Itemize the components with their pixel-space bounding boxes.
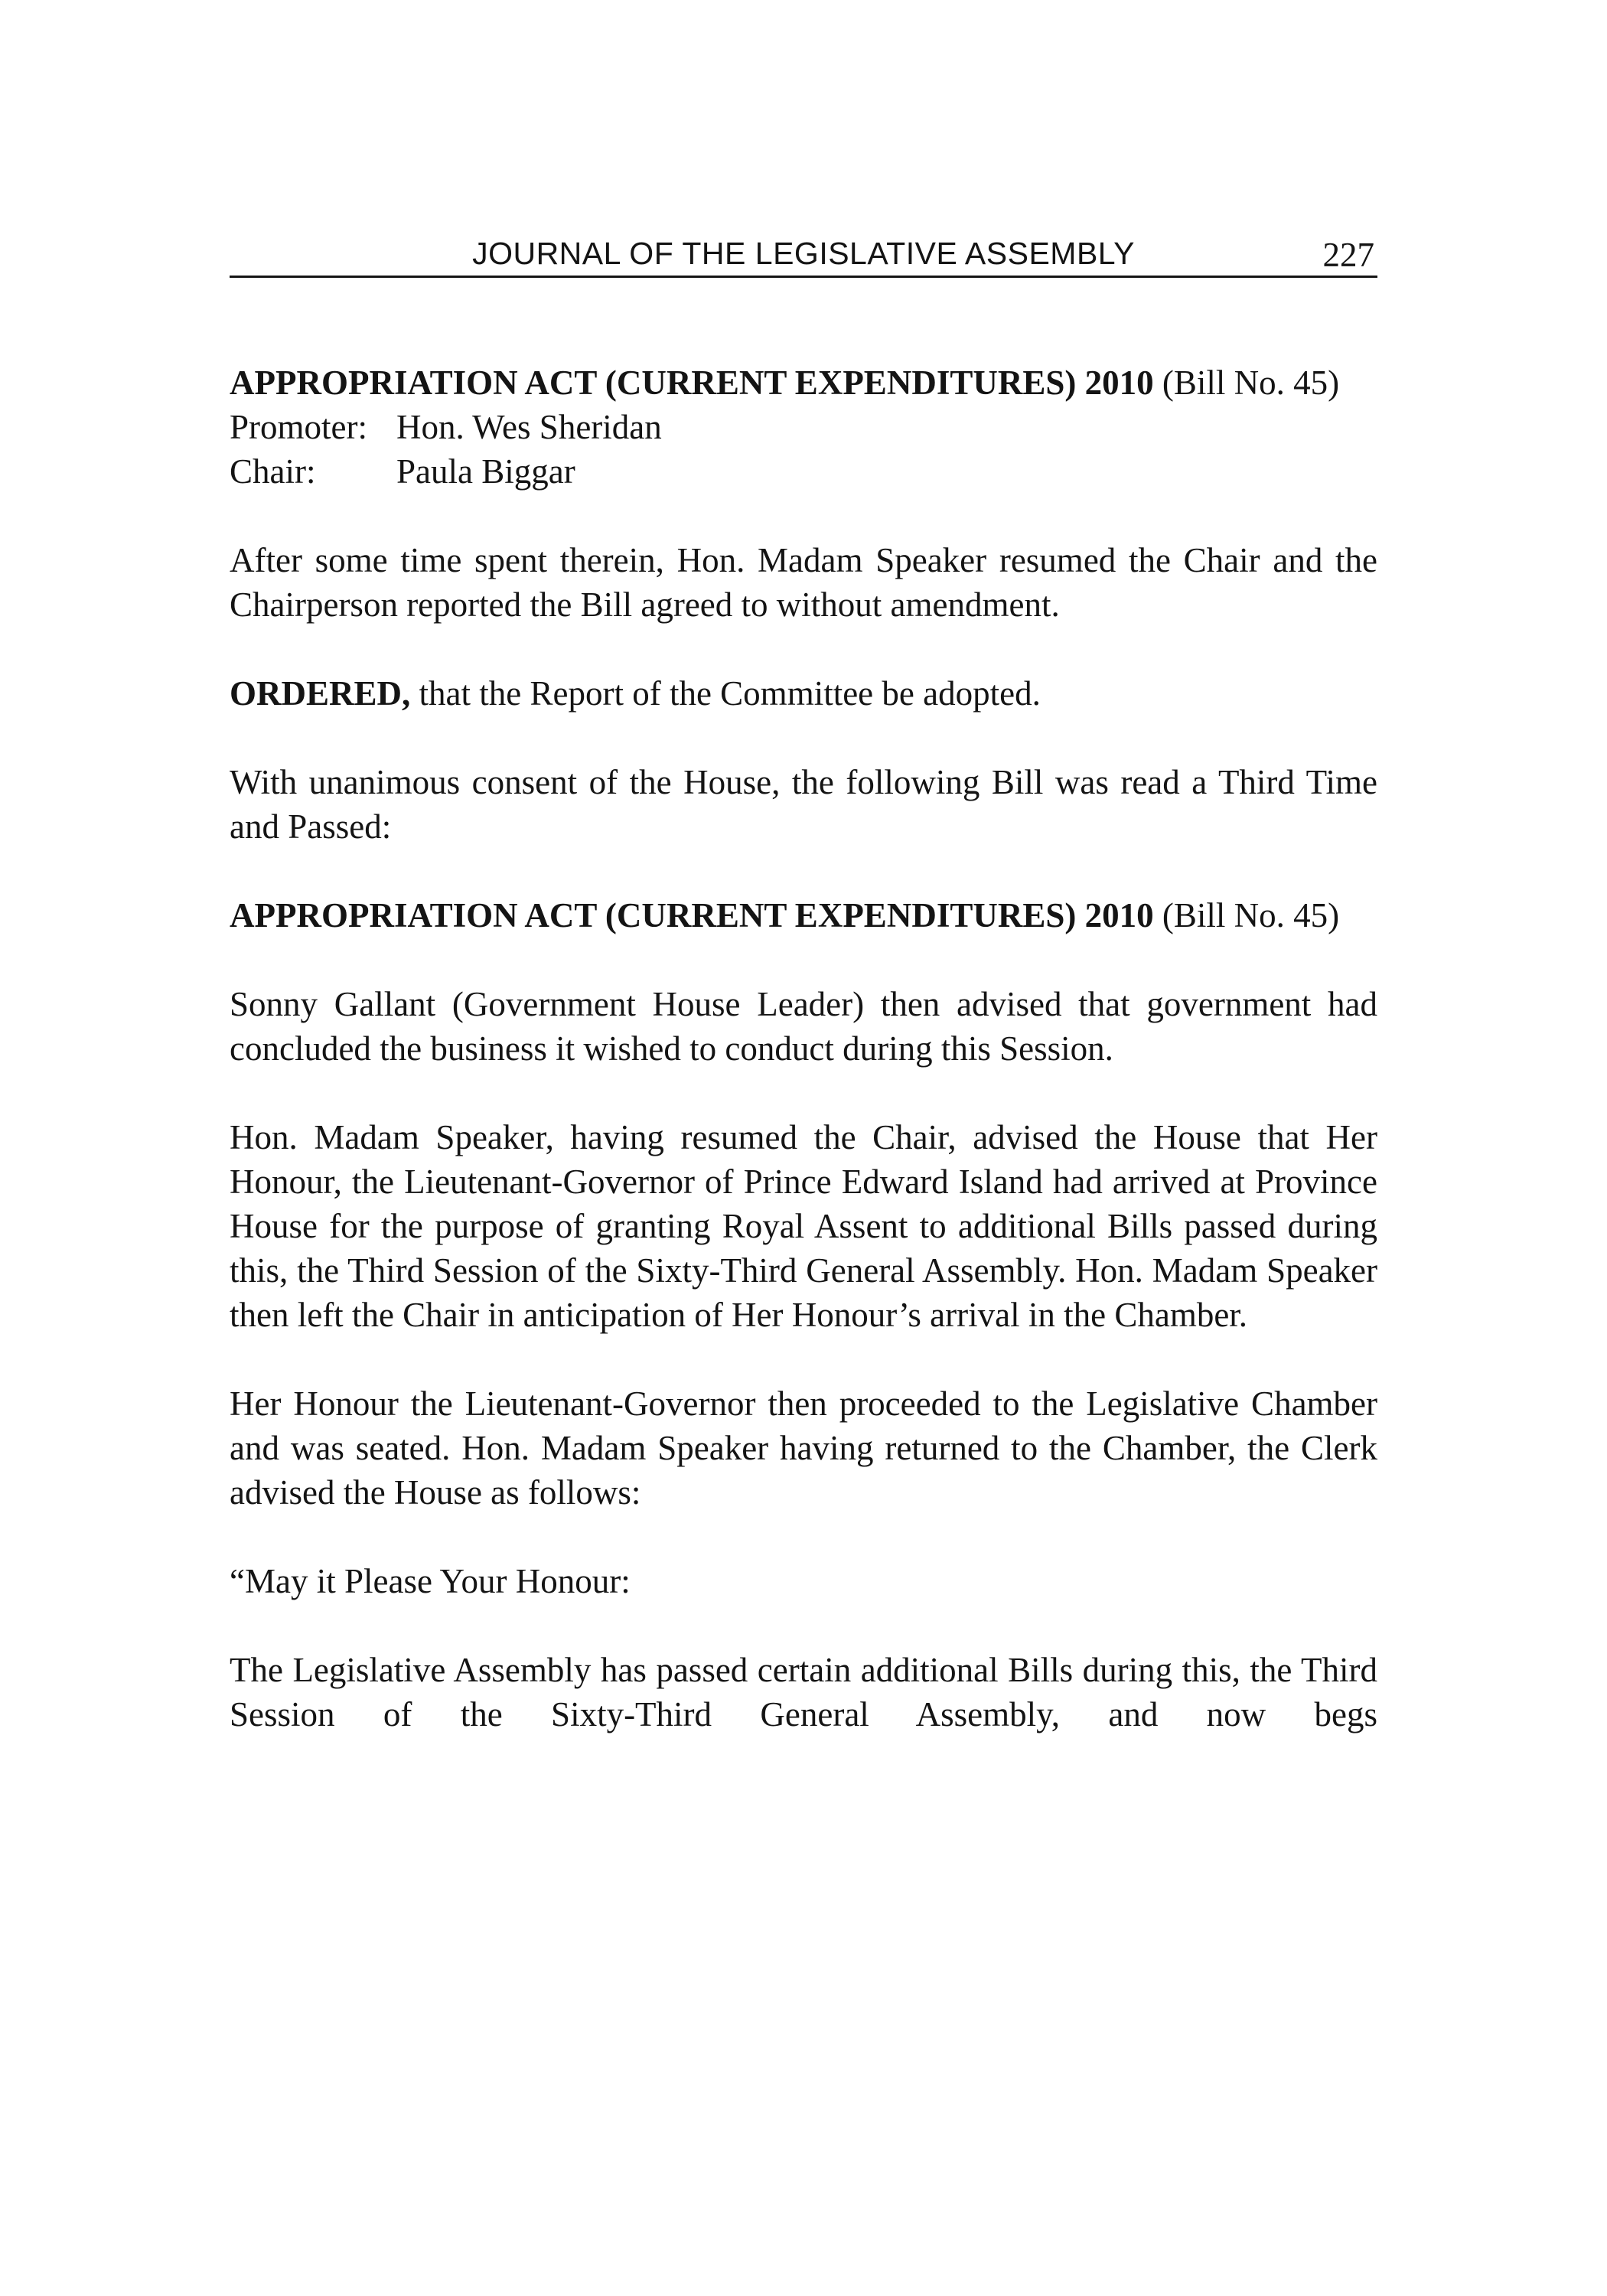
bill-2-ref: (Bill No. 45): [1153, 896, 1340, 934]
promoter-name: Hon. Wes Sheridan: [396, 408, 662, 446]
journal-title: JOURNAL OF THE LEGISLATIVE ASSEMBLY: [472, 236, 1135, 271]
bill-1-ref: (Bill No. 45): [1153, 364, 1340, 402]
chair-name: Paula Biggar: [396, 452, 575, 491]
ordered-text: that the Report of the Committee be adopted.: [410, 674, 1041, 713]
paragraph-address: “May it Please Your Honour:: [230, 1562, 631, 1600]
bill-1-block: [230, 360, 1377, 494]
promoter-label: Promoter:: [230, 408, 367, 446]
bill-1-heading: [230, 360, 1377, 405]
paragraph-final: The Legislative Assembly has passed certain additional Bills during this, the Third Session of the Sixty-Third General Assembly, and now begs: [230, 1651, 1377, 1733]
page-number: 227: [1322, 236, 1374, 274]
paragraph-lieutenant-governor: Her Honour the Lieutenant-Governor then proceeded to the Legislative Chamber and was seated. Hon. Madam Speaker having returned to the Chamber, the Clerk advised the House as follows:: [230, 1384, 1377, 1512]
journal-page: [230, 222, 1377, 1781]
bill-1-title: APPROPRIATION ACT (CURRENT EXPENDITURES) 2010: [230, 364, 1154, 402]
bill-2-heading: [230, 893, 1377, 938]
paragraph-speaker: Hon. Madam Speaker, having resumed the Chair, advised the House that Her Honour, the Lieutenant-Governor of Prince Edward Island had arrived at Province House for the purpose of granting Royal Assent to additional Bills passed during this, the Third Session of the Sixty-Third General Assembly. Hon. Madam Speaker then left the Chair in anticipation of Her Honour’s arrival in the Chamber.: [230, 1118, 1377, 1334]
spacer: [230, 494, 1377, 538]
ordered-label: ORDERED,: [230, 674, 411, 713]
chair-label: Chair:: [230, 452, 316, 491]
chair-row: [230, 449, 1377, 494]
spacer: [230, 938, 1377, 982]
paragraph-ordered: [230, 671, 1377, 716]
paragraph-committee-report: After some time spent therein, Hon. Madam Speaker resumed the Chair and the Chairperson reported the Bill agreed to without amendment.: [230, 541, 1377, 624]
promoter-row: [230, 405, 1377, 449]
paragraph-house-leader: Sonny Gallant (Government House Leader) then advised that government had concluded the business it wished to conduct during this Session.: [230, 985, 1377, 1068]
paragraph-third-reading: With unanimous consent of the House, the following Bill was read a Third Time and Passed:: [230, 763, 1377, 846]
running-head: [230, 222, 1377, 278]
bill-2-title: APPROPRIATION ACT (CURRENT EXPENDITURES) 2010: [230, 896, 1154, 934]
